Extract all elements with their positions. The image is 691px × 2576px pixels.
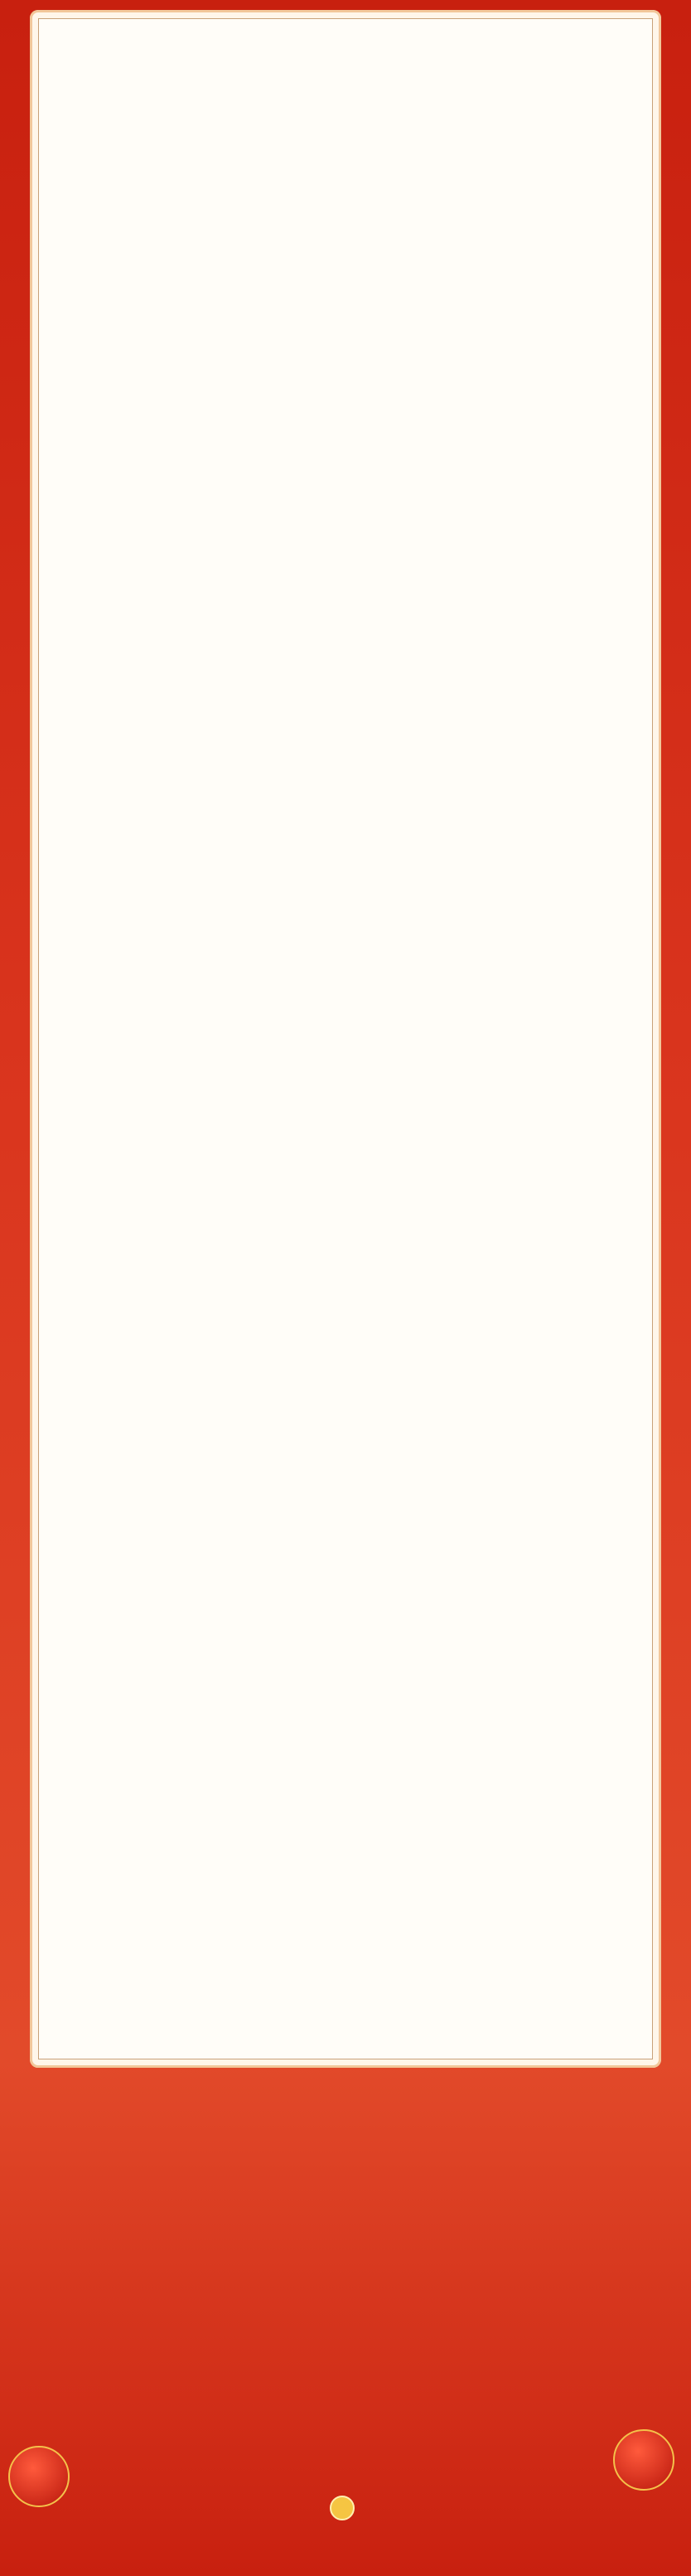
lantern-right-decoration bbox=[613, 2429, 674, 2491]
main-table-panel bbox=[30, 10, 661, 2068]
police-emblem-icon bbox=[330, 2496, 355, 2520]
footer-org bbox=[0, 2496, 691, 2520]
main-table bbox=[38, 18, 653, 2059]
footer bbox=[0, 2479, 691, 2576]
